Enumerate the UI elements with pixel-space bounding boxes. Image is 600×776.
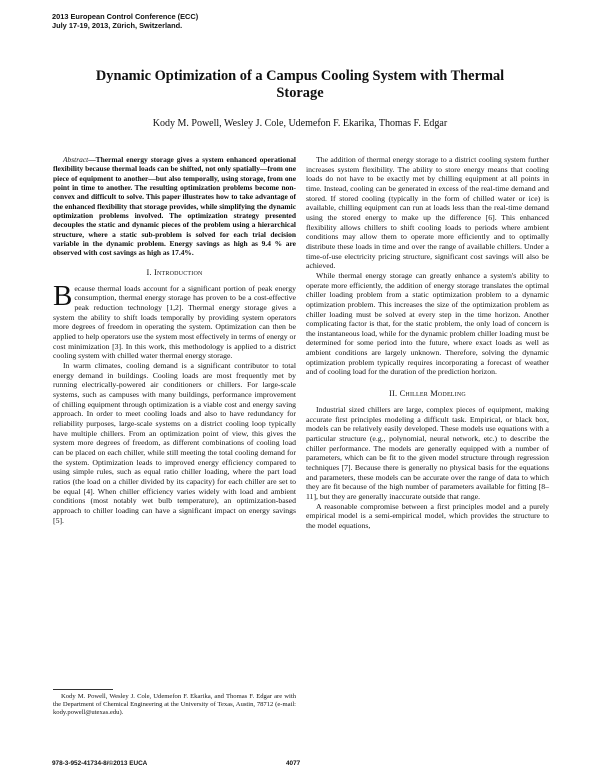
conference-header <box>52 12 198 31</box>
right-paragraph-2: While thermal energy storage can greatly enhance a system's ability to operate more efficiently, the addition of energy storage translates the optimal chiller loading problem from a static optimization problem to a dynamic optimization problem. This increases the size of the optimization problem as chiller loading must be solved at every step in the time horizon. Another complicating factor is that, for the static problem, the only load of concern is the instantaneous load, while for the dynamic problem chiller loading must be determined for some period into the future, where exact loads as well as ambient conditions are largely unknown. Therefore, solving the dynamic optimization problem typically requires incorporating a forecast of weather and of cooling load for the duration of the prediction horizon. <box>306 270 549 377</box>
right-paragraph-3: Industrial sized chillers are large, complex pieces of equipment, making accurate first principles modeling a difficult task. Empirical, or black box, models can be relatively easily developed. These models use equations with a particular structure (e.g., polynomial, neural network, etc.) to describe the chiller performance. The models are generally equipped with a number of parameters, which can be fit to the given model structure through regression techniques [7]. Because there is generally no physical basis for the equations and parameters, these models can be accurate over the range of data to which they are fit because of the high number of parameters available for fitting [8–11], but they are generally inaccurate outside that range. <box>306 405 549 501</box>
author-list: Kody M. Powell, Wesley J. Cole, Udemefon F. Ekarika, Thomas F. Edgar <box>152 118 448 129</box>
abstract-label: Abstract <box>63 155 89 164</box>
right-paragraph-4: A reasonable compromise between a first principles model and a purely empirical model is a semi-empirical model, which provides the structure to the model equations, <box>306 501 549 530</box>
page-number: 4077 <box>286 760 301 767</box>
abstract <box>53 155 296 258</box>
intro-paragraph-1 <box>53 279 296 361</box>
intro-paragraph-1-text: ecause thermal loads account for a significant portion of peak energy consumption, thermal energy storage has proven to be a cost-effective peak reduction technology [1,2]. Thermal energy storage gives a system the ability to shift loads temporally by providing system operators more degrees of freedom in operating the system. Optimization can then be applied to help operators use the system most effectively in terms of energy or cost minimization [3]. In this work, this methodology is applied to a district cooling system with chilled water thermal energy storage. <box>53 283 296 361</box>
conference-name: 2013 European Control Conference (ECC) <box>52 12 199 21</box>
author-footnote: Kody M. Powell, Wesley J. Cole, Udemefon F. Ekarika, and Thomas F. Edgar are with the Department of Chemical Engineering at the University of Texas, Austin, 78712 (e-mail: kody.powell@utexas.edu). <box>53 693 296 717</box>
left-column <box>53 155 296 525</box>
right-column <box>306 155 549 531</box>
section-numeral: II. <box>389 389 398 399</box>
footnote-rule <box>53 689 113 690</box>
right-paragraph-1: The addition of thermal energy storage to a district cooling system further increases system flexibility. The ability to store energy means that cooling loads do not have to be exactly met by chilling equipment at all points in time. Instead, cooling can be generated in excess of the real-time demand and stored. If stored cooling (typically in the form of chilled water or ice) is available, chilling equipment can run at loads less than the real-time demand using the stored energy to make up the difference [6]. This enhanced flexibility allows chillers to shift cooling loads to periods where ambient conditions may allow them to operate more efficiently and to optimally distribute these loads in time and over the range of available chillers. Under a time-of-use electricity pricing structure, significant cost savings will also be achieved. <box>306 155 549 271</box>
section-title: Chiller Modeling <box>399 389 466 399</box>
conference-dates: July 17-19, 2013, Zürich, Switzerland. <box>52 21 183 31</box>
drop-cap: B <box>53 279 73 312</box>
title-line-1: Dynamic Optimization of a Campus Cooling System with Thermal <box>95 68 505 84</box>
section-heading-introduction <box>53 268 296 278</box>
section-heading-chiller-modeling <box>306 389 549 399</box>
section-title: Introduction <box>154 267 203 277</box>
section-numeral: I. <box>146 267 152 277</box>
title-line-2: Storage <box>276 85 324 101</box>
intro-paragraph-2: In warm climates, cooling demand is a significant contributor to total energy demand in buildings. Cooling loads are most frequently met by running electrically-powered air conditioners or chillers. For large-scale systems, such as campuses with many buildings, performance improvement of chilling equipment through optimization is a viable cost and energy saving approach. In order to meet cooling loads and also to have redundancy for reliability purposes, large-scale systems on a district cooling loop typically have multiple chillers. From an optimization point of view, this gives the system more degrees of freedom, as different combinations of cooling load can be placed on each chiller, while still meeting the total cooling demand for the system. Optimization leads to improved energy efficiency compared to using simple rules, such as equal ratio chiller loading, where the part load ratios (the load on a chiller divided by its capacity) for each chiller are set to be equal [4]. When chiller efficiency varies widely with load and ambient conditions (most notably wet bulb temperature), an optimization-based approach to chiller loading can have a significant impact on energy savings [5]. <box>53 361 296 525</box>
paper-title <box>60 68 540 102</box>
isbn-copyright: 978-3-952-41734-8/©2013 EUCA <box>52 760 148 767</box>
abstract-body: —Thermal energy storage gives a system enhanced operational flexibility because thermal loads can be shifted, not only spatially—from one piece of equipment to another—but also temporally, using storage, from one point in time to another. The resulting optimization problems become non-convex and difficult to solve. This paper illustrates how to take advantage of the enhanced flexibility that storage provides, while simplifying the dynamic optimization problems involved. The optimization strategy presented decouples the static and dynamic pieces of the problem using a hierarchical structure, where a static sub-problem is solved for each trial decision variable in the dynamic problem. Energy savings as high as 9.4 % are observed with cost savings as high as 17.4%. <box>53 155 296 258</box>
